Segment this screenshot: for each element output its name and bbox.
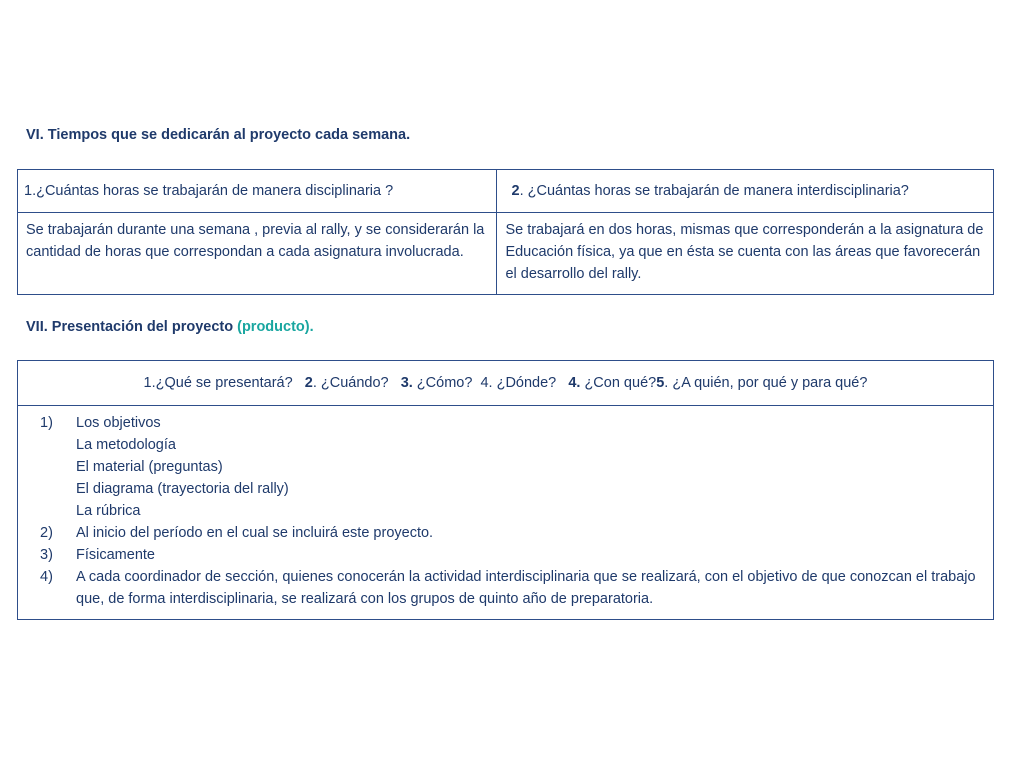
list-number: 3) — [40, 547, 53, 563]
section-7-heading-main: VII. Presentación del proyecto — [26, 319, 238, 335]
answer-3-text: Físicamente — [76, 547, 155, 563]
section-7-heading — [26, 319, 314, 335]
answer-1-line: La metodología — [76, 437, 176, 453]
answer-2-text: Al inicio del período en el cual se incluirá este proyecto. — [76, 525, 434, 541]
q-part-4: ¿Con qué? — [580, 375, 657, 391]
question-2-cell — [497, 170, 994, 213]
answers-list — [26, 412, 985, 610]
q-part-3: ¿Cómo? 4. ¿Dónde? — [412, 375, 569, 391]
list-item — [26, 412, 985, 522]
list-item — [26, 566, 985, 610]
q-number-2: 2 — [304, 375, 313, 391]
answer-1-line: Los objetivos — [76, 415, 161, 431]
answer-1-line: El diagrama (trayectoria del rally) — [76, 481, 289, 497]
q-part-1: 1.¿Qué se presentará? — [143, 375, 305, 391]
q-part-5: . ¿A quién, por qué y para qué? — [664, 375, 868, 391]
list-number: 1) — [40, 415, 53, 431]
weekly-time-table — [17, 169, 994, 295]
q-number-3: 3. — [400, 375, 413, 391]
list-item — [26, 544, 985, 566]
answer-1-lines — [76, 412, 985, 522]
answer-2-cell: Se trabajará en dos horas, mismas que corresponderán a la asignatura de Educación física, ya que en ésta se cuenta con las áreas que favorecerán el desarrollo del rally. — [497, 213, 994, 295]
answer-1-line: La rúbrica — [76, 503, 141, 519]
list-item — [26, 522, 985, 544]
section-6-heading: VI. Tiempos que se dedicarán al proyecto cada semana. — [26, 127, 411, 143]
answer-4-text: A cada coordinador de sección, quienes conocerán la actividad interdisciplinaria que se realizará, con el objetivo de que conozcan el trabajo que, de forma interdisciplinaria, se realizará con los grupos de quinto año de preparatoria. — [76, 569, 976, 607]
q-part-2: . ¿Cuándo? — [312, 375, 401, 391]
presentation-answers-cell — [18, 406, 994, 620]
q-number-5: 5 — [656, 375, 665, 391]
list-number: 4) — [40, 569, 53, 585]
question-1-cell: 1.¿Cuántas horas se trabajarán de manera disciplinaria ? — [18, 170, 497, 213]
question-2-number: 2 — [511, 183, 520, 199]
answer-1-line: El material (preguntas) — [76, 459, 223, 475]
list-number: 2) — [40, 525, 53, 541]
answer-1-cell: Se trabajarán durante una semana , previa al rally, y se considerarán la cantidad de horas que correspondan a cada asignatura involucrada. — [18, 213, 497, 295]
presentation-table — [17, 360, 994, 620]
q-number-4: 4. — [568, 375, 581, 391]
presentation-questions-cell — [18, 361, 994, 406]
section-7-heading-accent: (producto). — [237, 319, 314, 335]
question-2-text: . ¿Cuántas horas se trabajarán de manera interdisciplinaria? — [519, 183, 909, 199]
